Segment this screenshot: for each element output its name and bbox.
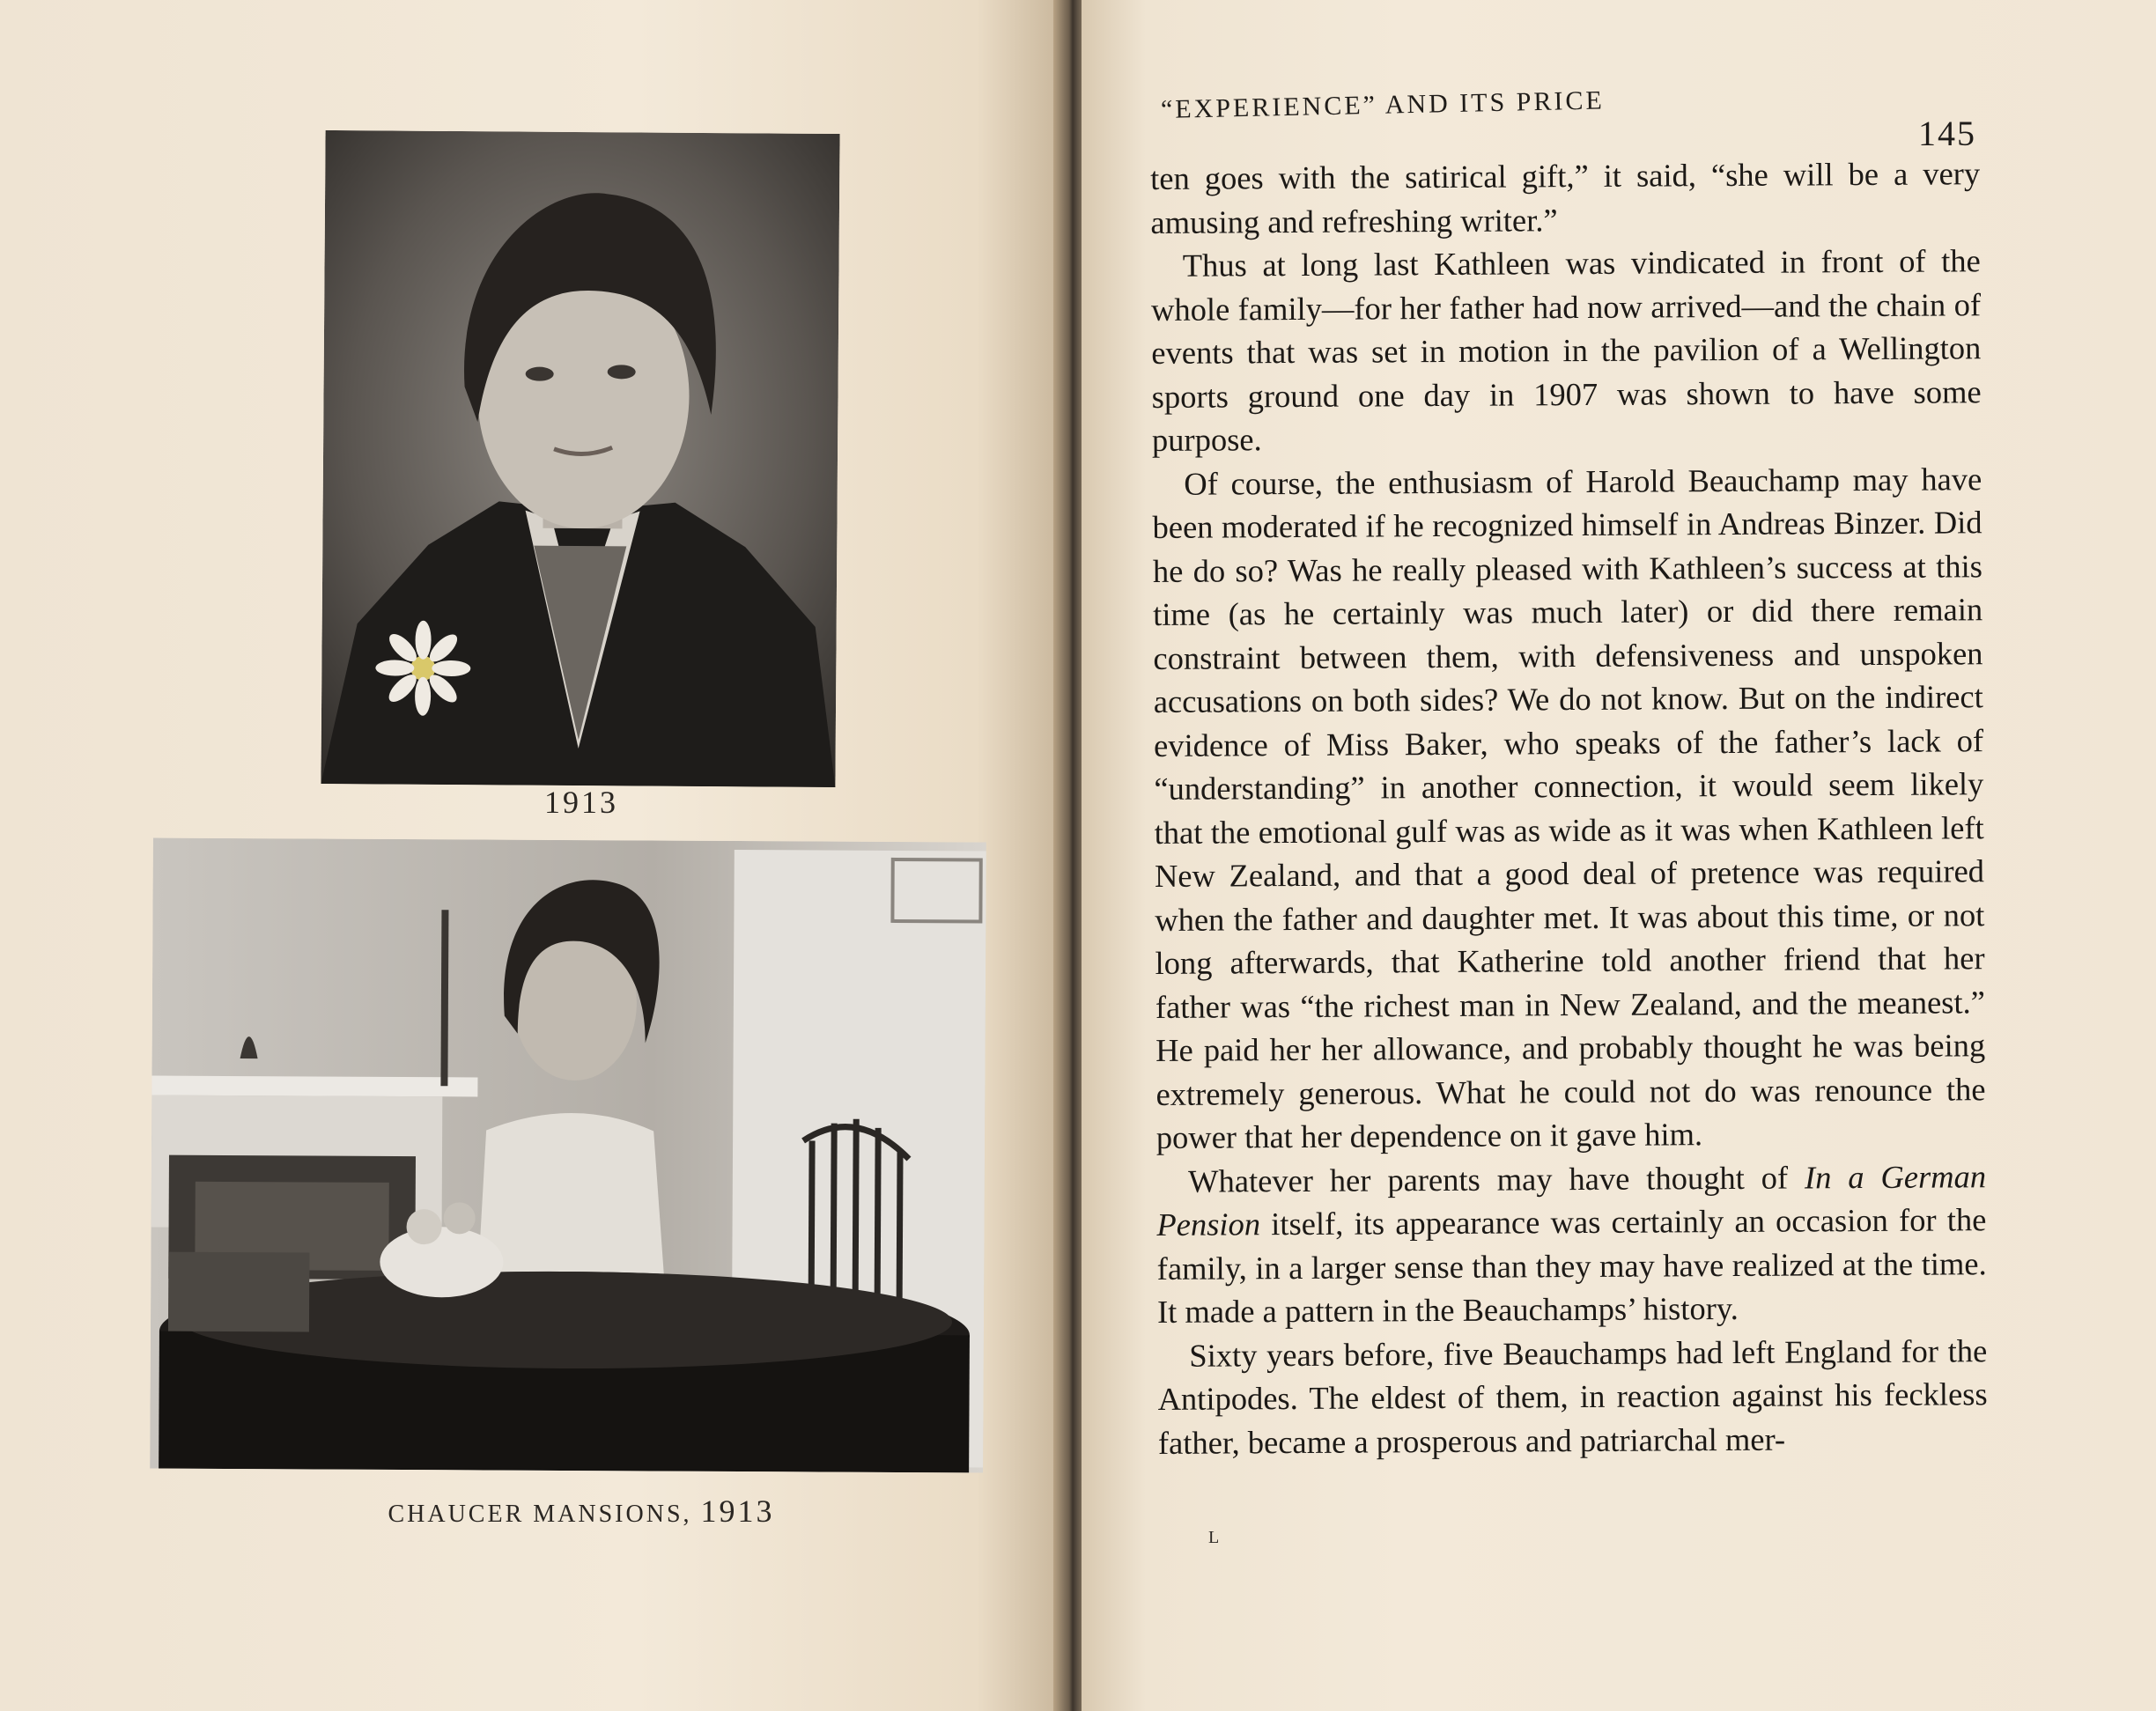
interior-photo xyxy=(150,838,986,1473)
caption-place: CHAUCER MANSIONS, xyxy=(388,1501,692,1528)
running-head: “EXPERIENCE” AND ITS PRICE xyxy=(1160,85,1606,124)
interior-photo-icon xyxy=(150,838,986,1473)
page-number: 145 xyxy=(1918,114,1976,153)
paragraph-3: Of course, the enthusiasm of Harold Beauchamp may have been moderated if he recognized himself in Andreas Binzer. Did he do so? Was he really pleased with Kathleen’s success at this time (as he certainly was much later) or did there remain constraint between them, with defensiveness and unspoken accusations on both sides? We do not know. But on the indirect evidence of Miss Baker, who speaks of the father’s lack of “understanding” in another connection, it would seem likely that the emotional gulf was as wide as it was when Kathleen left New Zealand, and that a good deal of pretence was required when the father and daughter met. It was about this time, or not long afterwards, that Katherine told another friend that her father was “the richest man in New Zealand, and the meanest.” He paid her her allowance, and probably thought he was being extremely generous. What he could not do was renounce the power that her dependence on it gave him. xyxy=(1152,460,1986,1155)
photo-caption-bottom xyxy=(291,1493,872,1530)
book-title: In a German Pension xyxy=(1156,1157,1987,1243)
left-page xyxy=(0,0,1061,1711)
paragraph-4-end: itself, its appearance was certainly an occasion for the family, in a larger sense than they may have realized at the time. It made a pattern in the Beauchamps’ history. xyxy=(1156,1201,1987,1330)
portrait-photo-icon xyxy=(321,130,839,787)
paragraph-1: ten goes with the satirical gift,” it said, “she will be a very amusing and refreshing writer.” xyxy=(1150,155,1981,240)
signature-mark: L xyxy=(1208,1528,1221,1547)
paragraph-4 xyxy=(1156,1154,1987,1334)
photo-caption-top: 1913 xyxy=(544,785,618,820)
portrait-photo xyxy=(321,130,839,787)
caption-year: 1913 xyxy=(700,1493,775,1529)
body-text xyxy=(1150,151,1988,1464)
paragraph-2: Thus at long last Kathleen was vindicated in front of the whole family—for her father had now arrived—and the chain of events that was set in motion in the pavilion of a Wellington sports ground one day in 1907 was shown to have some purpose. xyxy=(1150,242,1982,458)
paragraph-5: Sixty years before, five Beauchamps had left England for the Antipodes. The eldest of them, in reaction against his feckless father, became a prosperous and patriarchal mer- xyxy=(1157,1331,1988,1461)
paragraph-4-start: Whatever her parents may have thought of xyxy=(1187,1158,1805,1199)
